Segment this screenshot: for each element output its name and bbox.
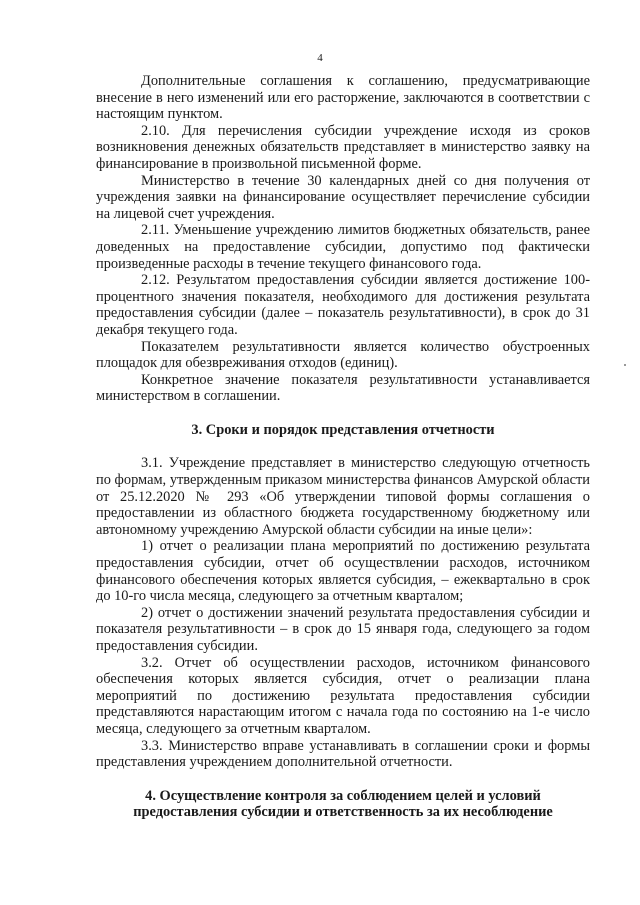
paragraph-2-12: 2.12. Результатом предоставления субсидии является достижение 100-процентного значения показателя, необходимого для достижения результата предоставления субсидии (далее – показатель результативности), в срок до 31 декабря текущего года. [96,272,590,338]
document-body [96,73,590,821]
paragraph-3-3: 3.3. Министерство вправе устанавливать в соглашении сроки и формы представления учреждением дополнительной отчетности. [96,737,590,771]
paragraph-additional-agreements: Дополнительные соглашения к соглашению, предусматривающие внесение в него изменений или его расторжение, заключаются в соответствии с настоящим пунктом. [96,73,590,123]
scan-mark [624,364,626,366]
section-4-heading-line-1: 4. Осуществление контроля за соблюдением целей и условий [145,787,541,804]
section-3-heading: 3. Сроки и порядок представления отчетности [191,421,495,438]
list-item-2: 2) отчет о достижении значений результата предоставления субсидии и показателя результативности – в срок до 15 января года, следующего за годом предоставления субсидии. [96,604,590,654]
page-number: 4 [317,52,323,64]
paragraph-performance-indicator: Показателем результативности является количество обустроенных площадок для обезвреживания отходов (единиц). [96,338,590,372]
paragraph-2-10: 2.10. Для перечисления субсидии учреждение исходя из сроков возникновения денежных обязательств представляет в министерство заявку на финансирование в произвольной письменной форме. [96,122,590,172]
paragraph-indicator-value: Конкретное значение показателя результативности устанавливается министерством в соглашении. [96,371,590,405]
section-4-heading [96,788,590,821]
paragraph-3-2: 3.2. Отчет об осуществлении расходов, источником финансового обеспечения которых является субсидия, отчет о реализации плана мероприятий по достижению результата предоставления субсидии представляются нарастающим итогом с начала года по состоянию на 1-е число месяца, следующего за отчетным кварталом. [96,654,590,737]
section-4-heading-line-2: предоставления субсидии и ответственность за их несоблюдение [133,804,553,821]
paragraph-3-1: 3.1. Учреждение представляет в министерство следующую отчетность по формам, утвержденным приказом министерства финансов Амурской области от 25.12.2020 № 293 «Об утверждении типовой формы соглашения о предоставлении из областного бюджета государственному бюджетному или автономному учреждению Амурской области субсидии на иные цели»: [96,455,590,538]
list-item-1: 1) отчет о реализации плана мероприятий по достижению результата предоставления субсидии, отчет об осуществлении расходов, источником финансового обеспечения которых является субсидия, – ежеквартально в срок до 10-го числа месяца, следующего за отчетным кварталом; [96,538,590,605]
paragraph-2-11: 2.11. Уменьшение учреждению лимитов бюджетных обязательств, ранее доведенных на предоставление субсидии, допустимо под фактически произведенные расходы в течение текущего финансового года. [96,222,590,272]
paragraph-ministry-transfer: Министерство в течение 30 календарных дней со дня получения от учреждения заявки на финансирование осуществляет перечисление субсидии на лицевой счет учреждения. [96,172,590,222]
